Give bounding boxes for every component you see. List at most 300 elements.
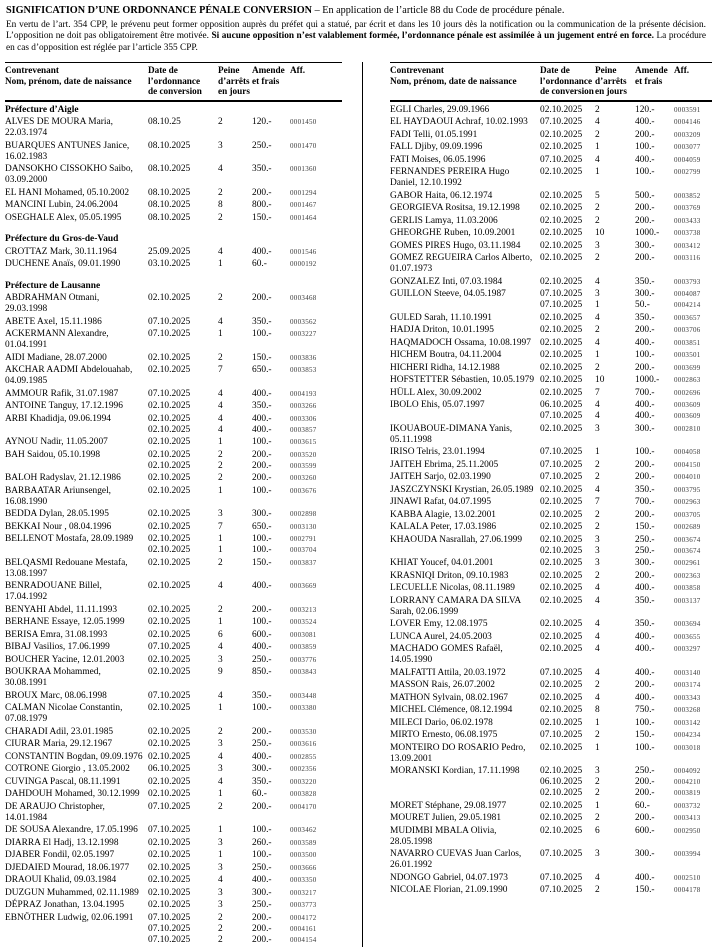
arrest-days: [595, 558, 635, 571]
aff-number-value: 0003530: [290, 727, 317, 736]
conversion-date-value: 07.10.2025: [540, 411, 583, 422]
prefecture-section-label: Préfecture d’Aigle: [5, 104, 79, 115]
fine-amount-value: 250.-: [252, 900, 272, 911]
arrest-days: [218, 353, 252, 366]
aff-number: [674, 388, 712, 401]
arrest-days-value: 3: [595, 534, 600, 545]
fine-amount-value: 200.-: [635, 813, 655, 824]
conversion-date-value: 25.09.2025: [148, 246, 191, 257]
arrest-days: [218, 703, 252, 727]
aff-number-value: 0002863: [674, 376, 701, 385]
arrest-days: [595, 253, 635, 277]
aff-number-value: 0003217: [290, 888, 317, 897]
fine-amount-value: 60.-: [252, 259, 267, 270]
fine-amount: [635, 130, 674, 143]
arrest-days-value: 1: [218, 534, 223, 545]
fine-amount: [635, 522, 674, 535]
arrest-days: [595, 460, 635, 473]
aff-number: [290, 875, 342, 888]
aff-number-value: 0003819: [674, 789, 701, 798]
aff-number: [290, 534, 342, 558]
table-row: [5, 164, 342, 188]
conversion-date: [540, 350, 595, 363]
conversion-date-value: 02.10.2025: [148, 703, 191, 714]
aff-number-value: 0003116: [674, 254, 701, 263]
contrevenant-name: CHARADI Adil, 23.01.1985: [5, 726, 114, 737]
fine-amount-value: 200.-: [635, 680, 655, 691]
fine-amount: [635, 117, 674, 130]
fine-amount: [252, 389, 290, 402]
conversion-date-value: 02.10.2025: [540, 167, 583, 178]
aff-number-value: 0003666: [290, 863, 317, 872]
arrest-days: [595, 472, 635, 485]
conversion-date-value: 02.10.2025: [148, 617, 191, 628]
col-header-peine: Peine d’arrêts en jours: [218, 63, 252, 101]
arrest-days: [595, 680, 635, 693]
table-row: [5, 630, 342, 643]
fine-amount: [635, 497, 674, 510]
arrest-days: [218, 164, 252, 188]
table-row: [390, 619, 712, 632]
contrevenant-name: DJEDAIED Mourad, 18.06.1977: [5, 862, 130, 873]
table-row: [5, 739, 342, 752]
fine-amount-value: 300.-: [635, 240, 655, 251]
fine-amount: [252, 752, 290, 765]
conversion-date: [148, 703, 218, 727]
conversion-date: [148, 863, 218, 876]
fine-amount: [252, 365, 290, 389]
conversion-date-value: 07.10.2025: [148, 642, 191, 653]
contrevenant-name: MILECI Dario, 06.02.1978: [390, 717, 493, 728]
arrest-days: [218, 691, 252, 704]
arrest-days: [218, 875, 252, 888]
aff-number-value: 0003306: [290, 414, 317, 423]
contrevenant-name: JAITEH Sarjo, 02.03.1990: [390, 472, 491, 483]
arrest-days: [218, 558, 252, 582]
table-row: [5, 789, 342, 802]
table-row: [5, 200, 342, 213]
arrest-days: [218, 739, 252, 752]
contrevenant-name: DUCHENE Anaïs, 09.01.1990: [5, 259, 121, 270]
fine-amount-value: 260.-: [252, 837, 272, 848]
arrest-days-value: 2: [595, 203, 600, 214]
fine-amount-value: 250.-: [252, 140, 272, 151]
conversion-date-value: 02.10.2025: [540, 142, 583, 153]
aff-number-value: 0001360: [290, 165, 317, 174]
aff-number: [674, 522, 712, 535]
conversion-date-value: 07.10.2025: [148, 934, 191, 945]
table-row: [5, 473, 342, 486]
prefecture-section-row: [5, 225, 342, 247]
arrest-days: [595, 117, 635, 130]
aff-number: [290, 581, 342, 605]
arrest-days-value: 3: [218, 140, 223, 151]
conversion-date-value: 02.10.2025: [540, 276, 583, 287]
fine-amount: [252, 764, 290, 777]
conversion-date-value: 02.10.2025: [540, 362, 583, 373]
aff-number-value: 0004058: [674, 448, 701, 457]
table-row: [390, 705, 712, 718]
conversion-date: [148, 655, 218, 668]
conversion-date-value: 02.10.2025: [148, 460, 191, 471]
contrevenant-name: KALALA Peter, 17.03.1986: [390, 522, 497, 533]
fine-amount-value: 400.-: [252, 875, 272, 886]
contrevenant-name: MATHON Sylvain, 08.02.1967: [390, 692, 508, 703]
fine-amount-value: 400.-: [252, 581, 272, 592]
arrest-days-value: 2: [218, 187, 223, 198]
fine-amount: [635, 101, 674, 118]
aff-number-value: 0003209: [674, 130, 701, 139]
aff-number-value: 0002950: [674, 826, 701, 835]
table-row: [390, 216, 712, 229]
fine-amount-value: 200.-: [635, 509, 655, 520]
table-row: [5, 825, 342, 838]
fine-amount-value: 400.-: [635, 583, 655, 594]
aff-number-value: 0003174: [674, 681, 701, 690]
table-row: [390, 680, 712, 693]
fine-amount: [635, 313, 674, 326]
fine-amount-value: 200.-: [252, 187, 272, 198]
contrevenant-name: HOFSTETTER Sébastien, 10.05.1979: [390, 375, 535, 386]
conversion-date: [148, 691, 218, 704]
fine-amount-value: 100.-: [252, 617, 272, 628]
aff-number: [674, 668, 712, 681]
arrest-days-value: 3: [218, 900, 223, 911]
prefecture-section-label: Préfecture de Lausanne: [5, 280, 101, 291]
table-row: [390, 535, 712, 559]
fine-amount-value: 350.-: [635, 595, 655, 606]
contrevenant-name: DE SOUSA Alexandre, 17.05.1996: [5, 825, 138, 836]
arrest-days-value: 1: [218, 545, 223, 556]
fine-amount: [635, 680, 674, 693]
aff-number-value: 0003738: [674, 229, 701, 238]
aff-number: [290, 691, 342, 704]
table-row: [5, 655, 342, 668]
arrest-days-value: 2: [218, 726, 223, 737]
arrest-days-value: 3: [218, 509, 223, 520]
table-row: [390, 766, 712, 801]
conversion-date: [540, 510, 595, 523]
fine-amount: [252, 630, 290, 643]
fine-amount-value: 1000.-: [635, 375, 660, 386]
conversion-date: [148, 838, 218, 851]
arrest-days-value: 4: [595, 154, 600, 165]
fine-amount-value: 1000.-: [635, 228, 660, 239]
arrest-days: [595, 885, 635, 898]
arrest-days-value: 2: [595, 680, 600, 691]
table-row: [390, 375, 712, 388]
conversion-date: [540, 743, 595, 767]
left-table-column: [5, 62, 342, 947]
aff-number: [290, 727, 342, 740]
arrest-days: [595, 766, 635, 801]
aff-number-value: 0004092: [674, 767, 701, 776]
contrevenant-name: MACHADO GOMES Rafaël, 14.05.1990: [390, 644, 503, 666]
table-row: [390, 338, 712, 351]
conversion-date-value: 03.10.2025: [148, 259, 191, 270]
aff-number: [290, 703, 342, 727]
contrevenant-name: AIDI Madiane, 28.07.2000: [5, 352, 107, 363]
fine-amount-value: 400.-: [635, 872, 655, 883]
aff-number-value: 0004170: [290, 802, 317, 811]
conversion-date-value: 02.10.2025: [540, 631, 583, 642]
arrest-days: [595, 167, 635, 191]
conversion-date: [148, 259, 218, 272]
arrest-days-value: 1: [218, 329, 223, 340]
aff-number-value: 0004150: [674, 460, 701, 469]
aff-number-value: 0003562: [290, 317, 317, 326]
aff-number: [674, 424, 712, 448]
aff-number: [674, 873, 712, 886]
aff-number-value: 0003699: [674, 363, 701, 372]
arrest-days: [218, 188, 252, 201]
fine-amount: [635, 558, 674, 571]
aff-number-value: 0003433: [674, 216, 701, 225]
table-row: [5, 213, 342, 226]
contrevenant-name: MASSON Rais, 26.07.2002: [390, 680, 495, 691]
aff-number: [290, 486, 342, 510]
conversion-date-value: 02.10.2025: [148, 789, 191, 800]
conversion-date: [540, 253, 595, 277]
conversion-date: [148, 630, 218, 643]
arrest-days: [218, 522, 252, 535]
table-row: [390, 558, 712, 571]
table-row: [5, 293, 342, 317]
table-row: [5, 727, 342, 740]
arrest-days-value: 4: [595, 312, 600, 323]
contrevenant-name: DIARRA El Hadj, 13.12.1998: [5, 837, 119, 848]
fine-amount-value: 650.-: [252, 365, 272, 376]
aff-number-value: 0003380: [290, 704, 317, 713]
conversion-date: [540, 596, 595, 620]
conversion-date-value: 02.10.2025: [148, 401, 191, 412]
aff-number-value: 0003828: [290, 790, 317, 799]
aff-number: [290, 667, 342, 691]
fine-amount-value: 200.-: [635, 788, 655, 799]
conversion-date-value: 02.10.2025: [540, 104, 583, 115]
conversion-date: [540, 142, 595, 155]
aff-number: [290, 777, 342, 790]
contrevenant-name: HICHERI Ridha, 14.12.1988: [390, 362, 500, 373]
aff-number: [674, 350, 712, 363]
arrest-days: [218, 534, 252, 558]
fine-amount: [252, 353, 290, 366]
fine-amount: [635, 472, 674, 485]
conversion-date-value: 07.10.2025: [540, 289, 583, 300]
fine-amount: [635, 325, 674, 338]
fine-amount-value: 400.-: [252, 246, 272, 257]
aff-number-value: 0004154: [290, 935, 317, 944]
arrest-days: [218, 850, 252, 863]
aff-number: [674, 680, 712, 693]
fine-amount-value: 200.-: [635, 215, 655, 226]
arrest-days: [595, 142, 635, 155]
conversion-date: [148, 164, 218, 188]
aff-number: [674, 472, 712, 485]
conversion-date-value: 07.10.2025: [540, 885, 583, 896]
fine-amount: [635, 485, 674, 498]
arrest-days: [218, 863, 252, 876]
arrest-days-value: 3: [595, 545, 600, 556]
aff-number-value: 0002810: [674, 424, 701, 433]
arrest-days-value: 4: [218, 401, 223, 412]
aff-number-value: 0001467: [290, 201, 317, 210]
arrest-days-value: 4: [218, 164, 223, 175]
fine-amount-value: 750.-: [635, 705, 655, 716]
aff-number-value: 0002963: [674, 498, 701, 507]
contrevenant-name: DE ARAUJO Christopher, 14.01.1984: [5, 801, 105, 823]
fine-amount: [252, 509, 290, 522]
fine-amount: [635, 350, 674, 363]
fine-amount-value: 200.-: [635, 203, 655, 214]
arrest-days-value: 4: [595, 631, 600, 642]
conversion-date: [540, 241, 595, 254]
table-row: [390, 497, 712, 510]
conversion-date: [540, 289, 595, 313]
title-main: SIGNIFICATION D’UNE ORDONNANCE PÉNALE CONVERSION: [6, 5, 313, 16]
fine-amount-value: 250.-: [635, 545, 655, 556]
conversion-date-value: 02.10.2025: [148, 413, 191, 424]
conversion-date-value: 06.10.2025: [540, 400, 583, 411]
arrest-days-value: 4: [595, 117, 600, 128]
contrevenant-name: DAHDOUH Mohamed, 30.12.1999: [5, 789, 140, 800]
conversion-date-value: 08.10.25: [148, 117, 181, 128]
aff-number-value: 0001464: [290, 213, 317, 222]
arrest-days: [218, 825, 252, 838]
conversion-date: [148, 509, 218, 522]
conversion-date-value: 02.10.2025: [148, 837, 191, 848]
fine-amount: [635, 535, 674, 559]
arrest-days: [218, 213, 252, 226]
conversion-date: [540, 558, 595, 571]
contrevenant-name: HAQMADOCH Ossama, 10.08.1997: [390, 337, 531, 348]
conversion-date: [540, 813, 595, 826]
fine-amount: [252, 293, 290, 317]
conversion-date-value: 02.10.2025: [148, 509, 191, 520]
aff-number-value: 0001470: [290, 141, 317, 150]
conversion-date-value: 02.10.2025: [148, 581, 191, 592]
conversion-date: [540, 730, 595, 743]
conversion-date-value: 07.10.2025: [148, 316, 191, 327]
fine-amount: [252, 900, 290, 913]
arrest-days-value: 2: [595, 730, 600, 741]
conversion-date: [540, 826, 595, 850]
aff-number-value: 0003468: [290, 294, 317, 303]
contrevenant-name: LECUELLE Nicolas, 08.11.1989: [390, 583, 515, 594]
arrest-days: [218, 365, 252, 389]
fine-amount: [252, 141, 290, 165]
aff-number: [674, 460, 712, 473]
fine-amount-value: 100.-: [252, 825, 272, 836]
table-row: [390, 424, 712, 448]
table-row: [390, 826, 712, 850]
arrest-days-value: 4: [595, 667, 600, 678]
conversion-date-value: 07.10.2025: [148, 690, 191, 701]
arrest-days: [218, 888, 252, 901]
conversion-date-value: 02.10.2025: [540, 497, 583, 508]
fine-amount-value: 150.-: [635, 730, 655, 741]
arrest-days: [218, 777, 252, 790]
table-header-right: [390, 63, 712, 101]
contrevenant-name: NAVARRO CUEVAS Juan Carlos, 26.01.1992: [390, 849, 522, 871]
arrest-days-value: 1: [595, 742, 600, 753]
conversion-date: [540, 130, 595, 143]
fine-amount: [252, 863, 290, 876]
contrevenant-name: NDONGO Gabriel, 04.07.1973: [390, 872, 508, 883]
aff-number-value: 0004087: [674, 290, 701, 299]
fine-amount: [252, 200, 290, 213]
table-row: [5, 642, 342, 655]
fine-amount-value: 100.-: [252, 485, 272, 496]
conversion-date: [148, 764, 218, 777]
aff-number-value: 0003859: [290, 643, 317, 652]
fine-amount: [252, 329, 290, 353]
aff-number: [290, 509, 342, 522]
arrest-days-value: 7: [595, 387, 600, 398]
fine-amount: [635, 632, 674, 645]
contrevenant-name: DANSOKHO CISSOKHO Saibo, 03.09.2000: [5, 164, 133, 186]
arrest-days: [595, 130, 635, 143]
conversion-date: [540, 325, 595, 338]
fine-amount-value: 300.-: [635, 423, 655, 434]
conversion-date: [148, 913, 218, 947]
aff-number-value: 0003657: [674, 313, 701, 322]
col-header-amende: Amende et frais: [252, 63, 290, 101]
fine-amount: [635, 142, 674, 155]
fine-amount: [635, 400, 674, 424]
aff-number: [290, 630, 342, 643]
table-row: [390, 241, 712, 254]
conversion-date: [148, 329, 218, 353]
aff-number-value: 0003524: [290, 618, 317, 627]
fine-amount: [635, 424, 674, 448]
aff-number: [290, 850, 342, 863]
fine-amount: [635, 583, 674, 596]
arrest-days-value: 4: [595, 644, 600, 655]
fine-amount-value: 120.-: [635, 104, 655, 115]
arrest-days: [218, 389, 252, 402]
contrevenant-name: AMMOUR Rafik, 31.07.1987: [5, 388, 119, 399]
table-row: [390, 277, 712, 290]
aff-number-value: 0003843: [290, 668, 317, 677]
prefecture-section-row: [5, 101, 342, 118]
table-row: [390, 583, 712, 596]
aff-number: [290, 752, 342, 765]
arrest-days: [595, 228, 635, 241]
arrest-days: [595, 813, 635, 826]
conversion-date: [540, 363, 595, 376]
conversion-date-value: 08.10.2025: [148, 200, 191, 211]
aff-number-value: 0003500: [290, 851, 317, 860]
fine-amount-value: 350.-: [635, 619, 655, 630]
contrevenant-name: MORET Stéphane, 29.08.1977: [390, 800, 507, 811]
table-row: [390, 849, 712, 873]
aff-number-value: 0003674: [674, 546, 701, 555]
aff-number: [674, 289, 712, 313]
arrest-days: [595, 743, 635, 767]
contrevenant-name: GOMES PIRES Hugo, 03.11.1984: [390, 240, 521, 251]
arrest-days-value: 4: [595, 337, 600, 348]
conversion-date: [148, 365, 218, 389]
aff-number-value: 0003599: [290, 461, 317, 470]
aff-number: [290, 401, 342, 414]
contrevenant-name: BROUX Marc, 08.06.1998: [5, 690, 107, 701]
conversion-date-value: 02.10.2025: [540, 545, 583, 556]
arrest-days-value: 7: [595, 497, 600, 508]
table-body-left: [5, 101, 342, 947]
table-row: [5, 558, 342, 582]
aff-number: [674, 801, 712, 814]
